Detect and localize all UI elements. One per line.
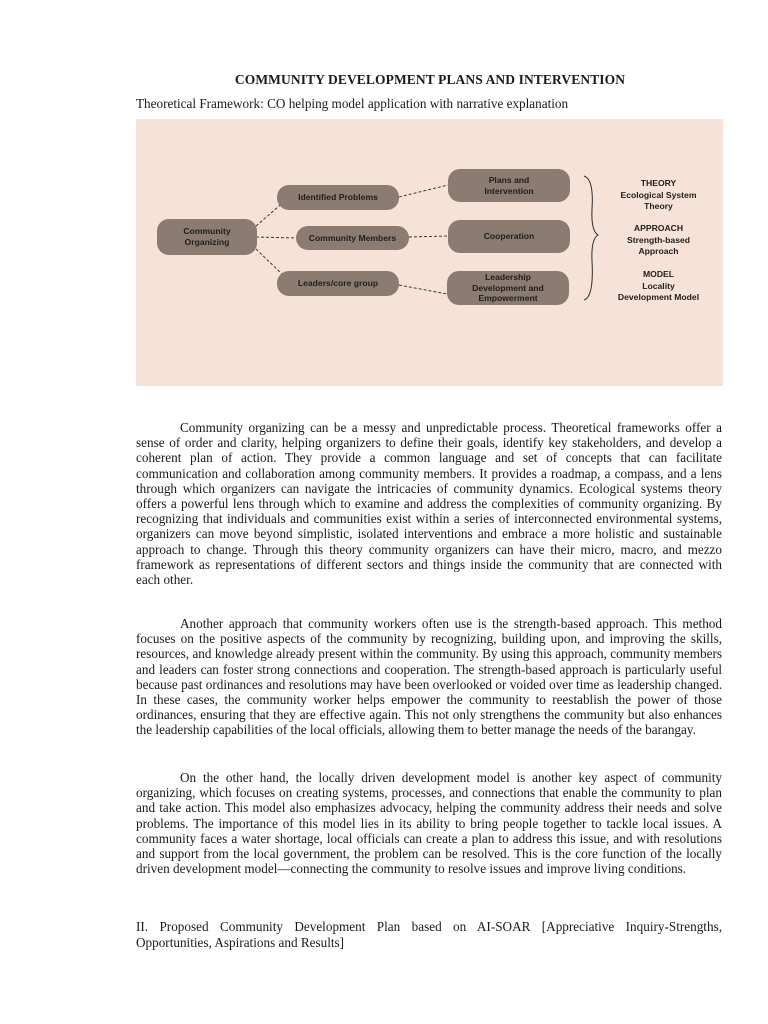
node-cooperation: Cooperation	[448, 220, 570, 253]
document-subtitle: Theoretical Framework: CO helping model application with narrative explanation	[136, 96, 569, 111]
node-leaders-core-group: Leaders/core group	[277, 271, 399, 296]
node-community-members: Community Members	[296, 226, 409, 250]
connector-problems-plans	[399, 185, 448, 197]
section-heading: II. Proposed Community Development Plan based on AI-SOAR [Appreciative Inquiry-Strengths, Opportunities, Aspirations and Results]	[136, 919, 722, 950]
paragraph-theory: Community organizing can be a messy and unpredictable process. Theoretical frameworks offer a sense of order and clarity, helping organizers to define their goals, identify key stakeholders, and develop a coherent plan of action. They provide a common language and set of concepts that can facilitate communication and collaboration among community members. It provides a roadmap, a compass, and a lens through which organizers can navigate the intricacies of community dynamics. Ecological systems theory offers a powerful lens through which to examine and address the complexities of community organizing. By recognizing that individuals and communities exist within a series of interconnected environmental systems, organizers can move beyond simplistic, isolated interventions and embrace a more holistic and sustainable approach to change. Through this theory community organizers can have their micro, macro, and mezzo framework as representations of different sectors and things inside the community that are connected with each other.	[136, 420, 722, 588]
framework-model: MODEL Locality Development Model	[617, 269, 700, 302]
framework-theory: THEORY Ecological System Theory	[620, 178, 697, 211]
connector-root-members	[256, 237, 296, 238]
framework-diagram	[136, 119, 723, 386]
node-plans-intervention: Plans and Intervention	[448, 169, 570, 202]
node-leadership-development: Leadership Development and Empowerment	[447, 271, 569, 305]
connector-leaders-leadership	[399, 285, 447, 294]
connector-members-cooperation	[409, 236, 448, 237]
paragraph-approach: Another approach that community workers often use is the strength-based approach. This method focuses on the positive aspects of the community by recognizing, building upon, and improving the skills, resources, and knowledge already present within the community. By using this approach, community members and leaders can foster strong connections and cooperation. The strength-based approach is particularly useful because past ordinances and resolutions may have been overlooked or voided over time as leadership changed. In these cases, the community worker helps empower the community to reestablish the power of those ordinances, ensuring that they are effective again. This not only strengthens the community but also enhances the leadership capabilities of the local officials, allowing them to better manage the needs of the barangay.	[136, 616, 722, 738]
document-title: COMMUNITY DEVELOPMENT PLANS AND INTERVENTION	[234, 72, 626, 87]
node-identified-problems: Identified Problems	[277, 185, 399, 210]
connector-root-leaders	[256, 249, 284, 276]
node-community-organizing: Community Organizing	[157, 219, 257, 255]
framework-approach: APPROACH Strength-based Approach	[626, 223, 691, 256]
paragraph-model: On the other hand, the locally driven development model is another key aspect of community organizing, which focuses on creating systems, processes, and connections that enable the community to plan and take action. This model also emphasizes advocacy, helping the community address their needs and solve problems. The importance of this model lies in its ability to bring people together to tackle local issues. A community faces a water shortage, local officials can create a plan to address this issue, and with resolutions and support from the local government, the problem can be resolved. This is the core function of the locally driven development model—connecting the community to resolve issues and improve living conditions.	[136, 770, 722, 877]
